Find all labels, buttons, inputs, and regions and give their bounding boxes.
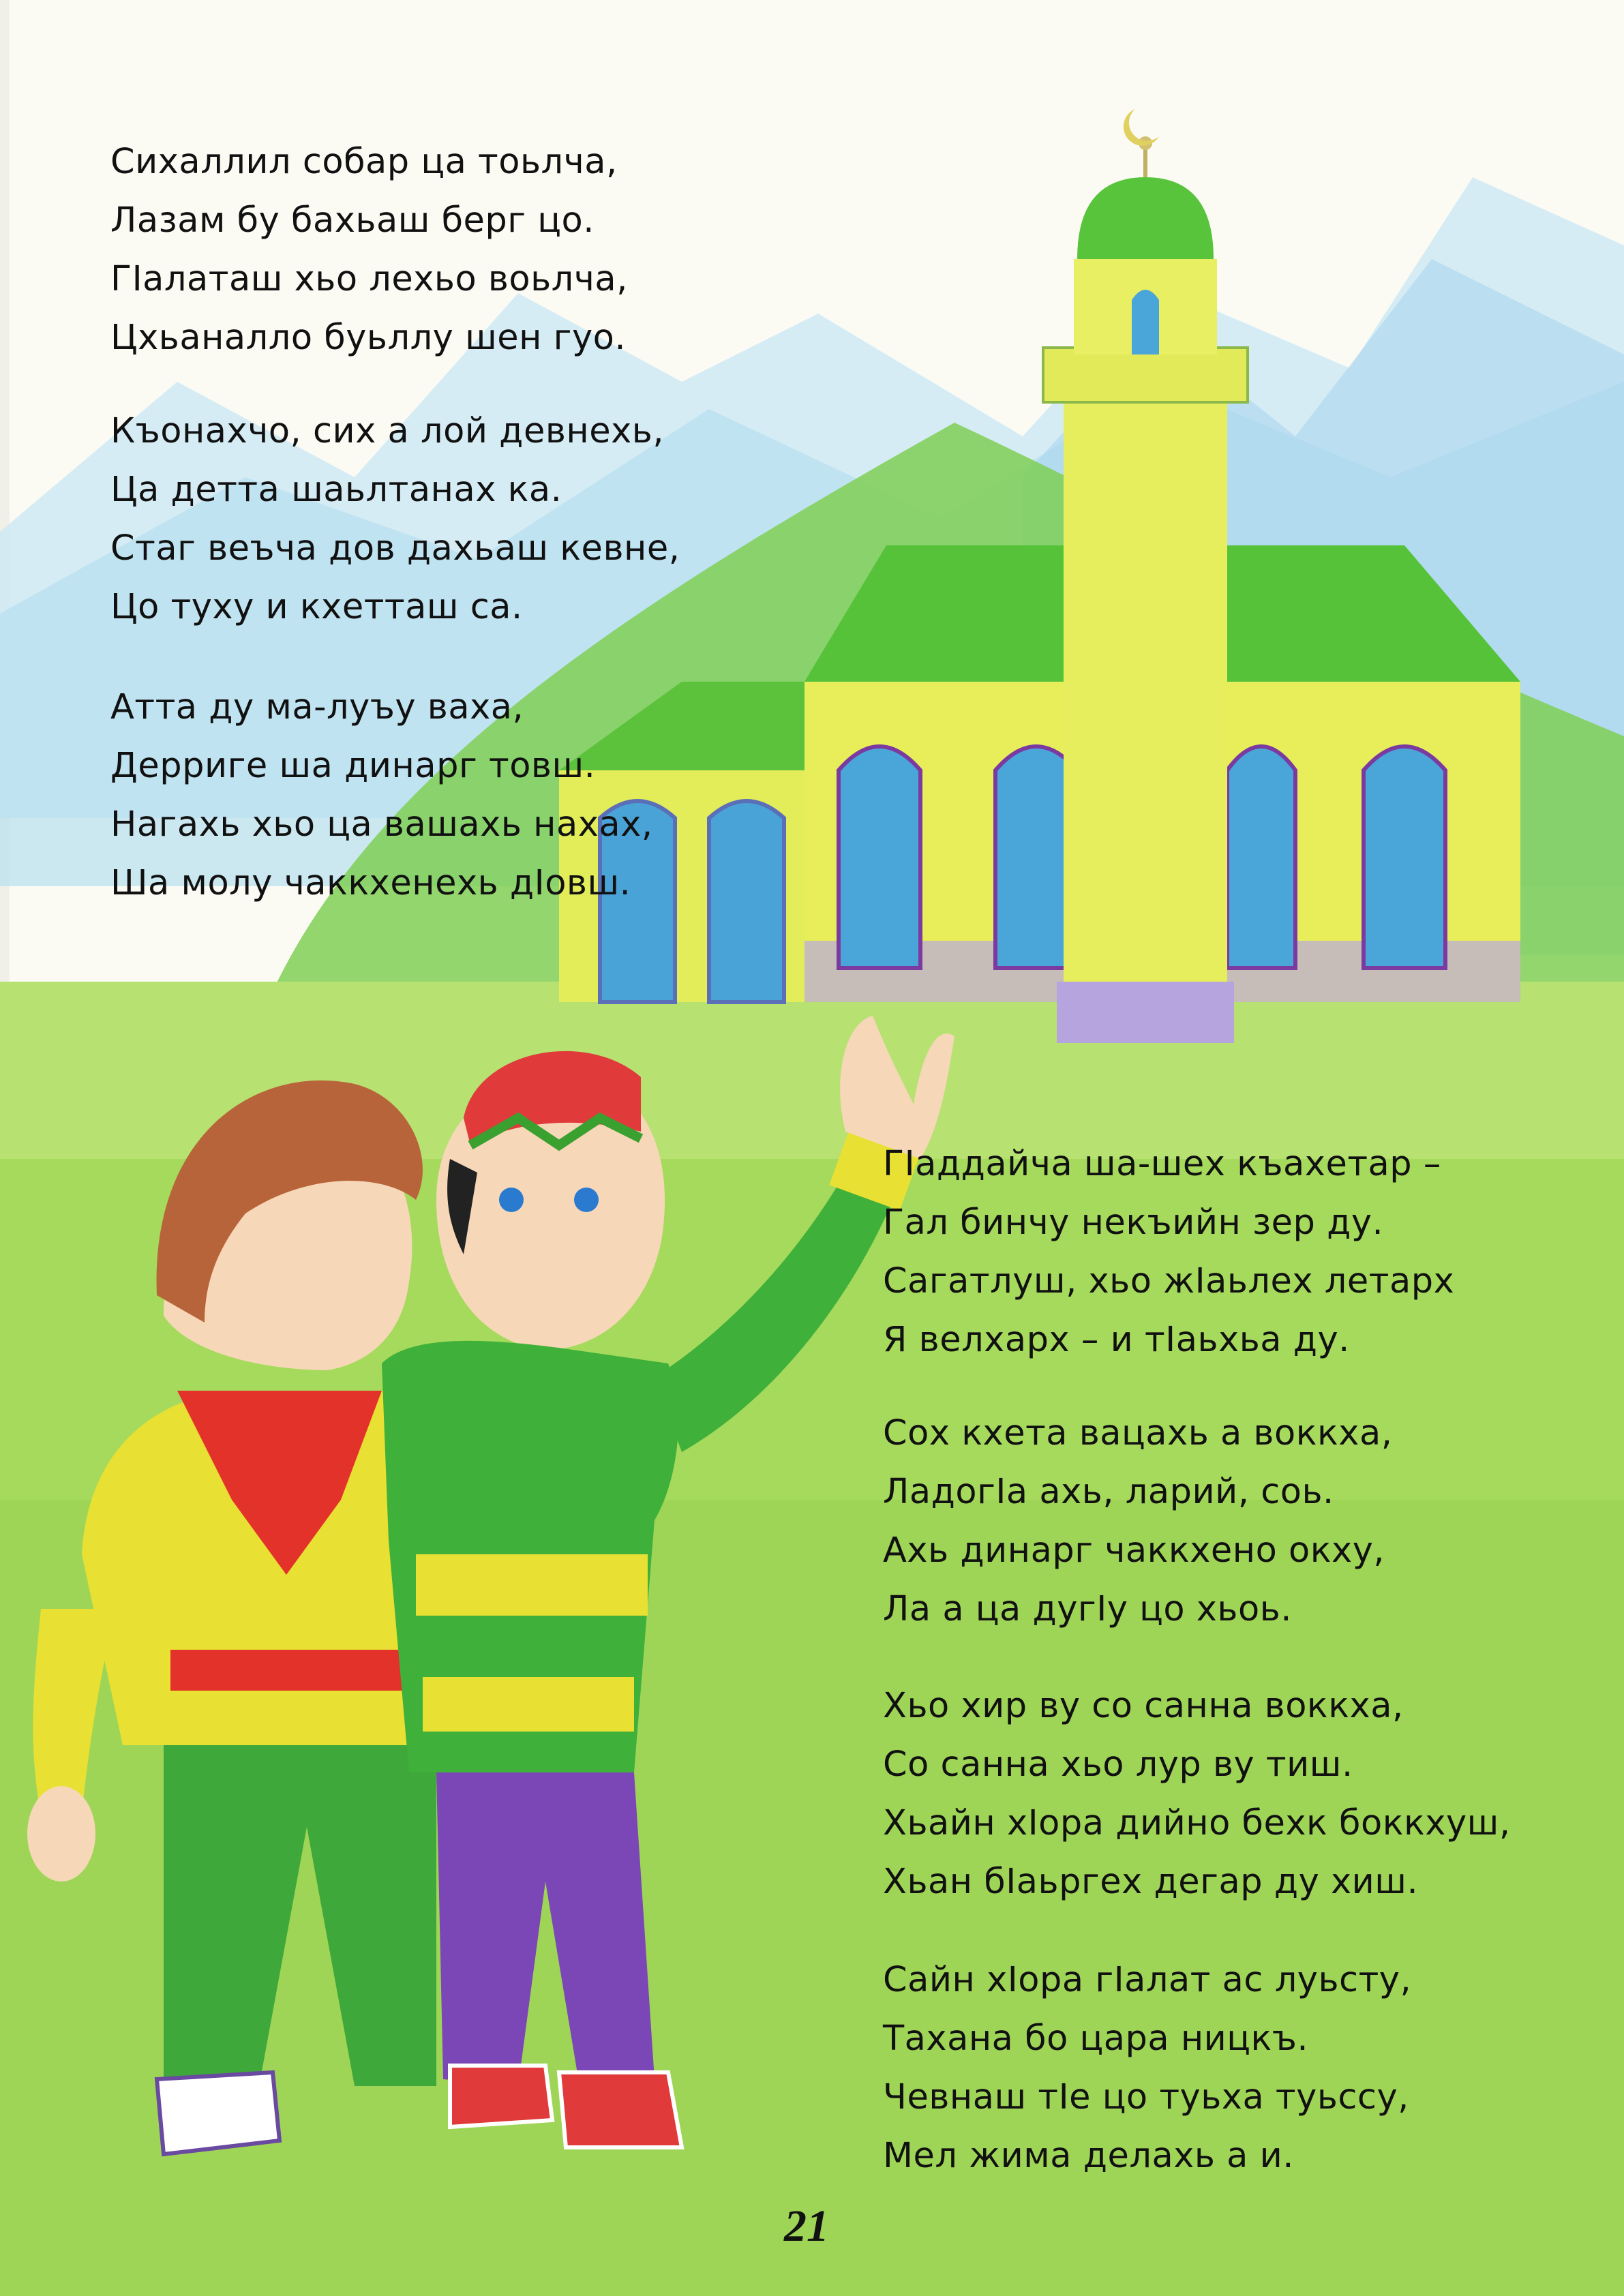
poem-line: Сагатлуш, хьо жIаьлех летарх (883, 1261, 1455, 1301)
mosque-window-4 (1364, 746, 1445, 968)
stanza-6 (883, 1677, 1511, 1912)
poem-line: Хьо хир ву со санна воккха, (883, 1686, 1404, 1726)
crescent-icon (1124, 109, 1159, 146)
poem-line: Хьайн хIора дийно бехк боккхуш, (883, 1803, 1511, 1843)
stanza-5 (883, 1404, 1392, 1639)
poem-line: ЛадогIа ахь, ларий, соь. (883, 1472, 1334, 1512)
poem-line: Дерриге ша динарг товш. (110, 746, 596, 786)
poem-line: Тахана бо цара ницкъ. (883, 2019, 1309, 2059)
page-number: 21 (784, 2201, 829, 2251)
poem-line: Ахь динарг чаккхено окху, (883, 1530, 1385, 1571)
poem-line: Гал бинчу некъийн зер ду. (883, 1203, 1384, 1243)
poem-line: Ца детта шаьлтанах ка. (110, 470, 562, 510)
poem-line: Со санна хьо лур ву тиш. (883, 1744, 1353, 1785)
stanza-4 (883, 1135, 1454, 1370)
poem-line: ГIаддайча ша-шех къахетар – (883, 1144, 1441, 1184)
mosque-window-1 (839, 746, 920, 968)
stanza-2 (110, 402, 680, 637)
mosque-window-3 (1227, 746, 1295, 968)
poem-line: Нагахь хьо ца вашахь нахах, (110, 804, 653, 845)
minaret (1043, 109, 1248, 1043)
poem-line: ГIалаташ хьо лехьо воьлча, (110, 259, 628, 299)
mosque-left-window-2 (709, 801, 784, 1002)
poem-line: Сайн хIора гIалат ас луьсту, (883, 1960, 1412, 2000)
poem-line: Мел жима делахь а и. (883, 2136, 1294, 2176)
poem-line: Атта ду ма-луъу ваха, (110, 687, 524, 727)
poem-line: Сох кхета вацахь а воккха, (883, 1413, 1393, 1453)
stanza-1 (110, 133, 628, 367)
poem-line: Хьан бIаьргех дегар ду хиш. (883, 1862, 1419, 1902)
poem-line: Цхьаналло буьллу шен гуо. (110, 318, 627, 358)
stanza-3 (110, 678, 653, 913)
poem-line: Сихаллил собар ца тоьлча, (110, 142, 618, 182)
poem-line: Я велхарх – и тIаьхьа ду. (883, 1320, 1350, 1360)
poem-line: Чевнаш тIе цо туьха туьссу, (883, 2077, 1409, 2117)
poem-line: Лазам бу бахьаш берг цо. (110, 200, 595, 241)
stanza-7 (883, 1951, 1411, 2186)
minaret-dome (1077, 177, 1214, 259)
poem-line: Ша молу чаккхенехь дIовш. (110, 863, 631, 903)
poem-line: Цо туху и кхетташ са. (110, 587, 523, 627)
poem-line: Къонахчо, сих а лой девнехь, (110, 411, 665, 451)
poem-line: Ла а ца дугIу цо хьоь. (883, 1589, 1292, 1629)
poem-line: Стаг веъча дов дахьаш кевне, (110, 528, 680, 569)
